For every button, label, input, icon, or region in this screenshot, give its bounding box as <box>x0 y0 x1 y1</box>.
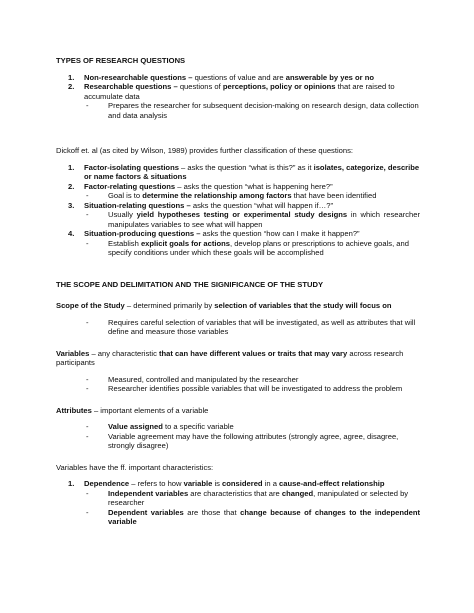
sub-bullet: - Usually yield hypotheses testing or experimental study designs in which researcher manipulates variables to see what will happen <box>86 210 421 229</box>
characteristics-intro: Variables have the ff. important characteristics: <box>56 462 214 472</box>
sub-bullet: - Dependent variables are those that change because of changes to the independent variable <box>86 507 421 526</box>
sub-bullet: - Measured, controlled and manipulated by the researcher <box>86 374 299 384</box>
classification-list <box>56 163 420 258</box>
sub-bullet: - Requires careful selection of variables that will be investigated, as well as attributes that will define and measure those variables <box>86 317 416 336</box>
variables-paragraph: Variables – any characteristic that can have different values or traits that may vary across research participants <box>56 348 404 367</box>
sub-bullet: - Goal is to determine the relationship among factors that have been identified <box>86 191 377 200</box>
list-item: 2. Factor-relating questions – asks the question “what is happening here?” <box>68 181 333 191</box>
list-item: 2. Researchable questions – questions of perceptions, policy or opinions that are raised to accumulate data <box>68 82 395 101</box>
list-item: 1. Factor-isolating questions – asks the question “what is this?” as it isolates, categorize, describe or name factors & situations <box>68 162 420 181</box>
sub-bullet: - Independent variables are characteristics that are changed, manipulated or selected by researcher <box>86 488 409 507</box>
sub-bullet: - Prepares the researcher for subsequent decision-making on research design, data collection and data analysis <box>86 101 419 120</box>
sub-bullet: - Establish explicit goals for actions, develop plans or prescriptions to achieve goals, and specify conditions under which these goals will be accomplished <box>86 238 409 257</box>
sub-bullet: - Researcher identifies possible variables that will be investigated to address the problem <box>86 384 403 393</box>
list-item: 1. Dependence – refers to how variable is considered in a cause-and-effect relationship <box>68 479 385 488</box>
sub-bullet: - Variable agreement may have the following attributes (strongly agree, agree, disagree, strongly disagree) <box>86 431 399 450</box>
list-item: 3. Situation-relating questions – asks the question “what will happen if…?” <box>68 200 333 210</box>
list-item: 4. Situation-producing questions – asks the question “how can I make it happen?” <box>68 229 360 238</box>
attributes-paragraph: Attributes – important elements of a variable <box>56 405 209 415</box>
list-item: 1. Non-researchable questions – questions of value and are answerable by yes or no <box>68 72 374 82</box>
dickoff-paragraph: Dickoff et. al (as cited by Wilson, 1989) provides further classification of these questions: <box>56 146 354 155</box>
section-title-scope: THE SCOPE AND DELIMITATION AND THE SIGNIFICANCE OF THE STUDY <box>56 279 324 289</box>
types-list <box>56 73 420 121</box>
sub-bullet: - Value assigned to a specific variable <box>86 422 234 431</box>
section-title-types: TYPES OF RESEARCH QUESTIONS <box>56 56 186 65</box>
scope-paragraph: Scope of the Study – determined primarily by selection of variables that the study will focus on <box>56 301 392 310</box>
